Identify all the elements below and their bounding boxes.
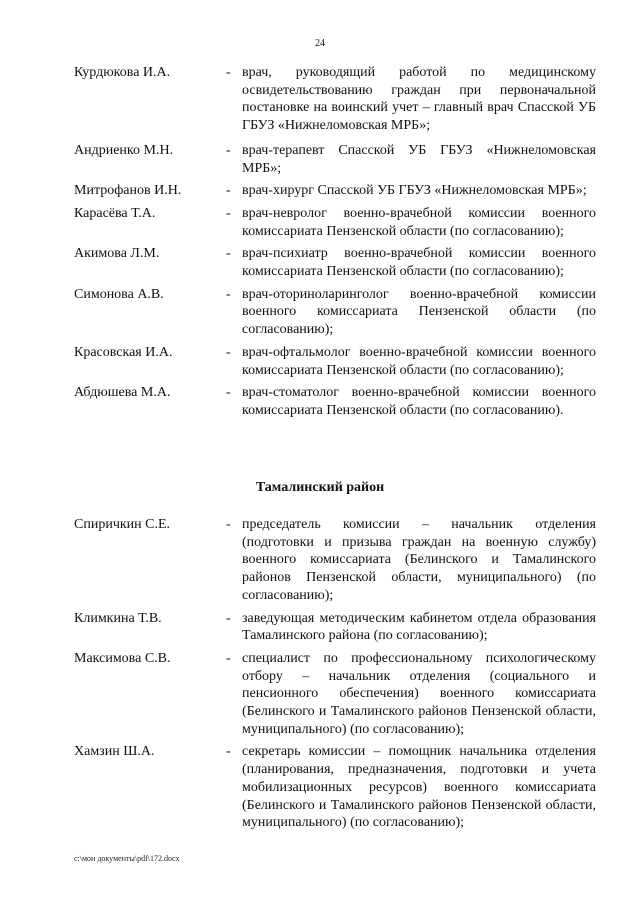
member-name: Абдюшева М.А. xyxy=(74,385,171,401)
dash-separator: - xyxy=(226,385,231,401)
dash-separator: - xyxy=(226,610,231,626)
member-name: Хамзин Ш.А. xyxy=(74,744,155,760)
member-entry xyxy=(74,650,596,739)
member-entry xyxy=(74,142,596,177)
member-entry xyxy=(74,64,596,135)
member-role: врач, руководящий работой по медицинскому освидетельствованию граждан при первоначальной постановке на воинский учет – главный врач Спасской УБ ГБУЗ «Нижнеломовская МРБ»; xyxy=(242,65,596,134)
section-title: Тамалинский район xyxy=(255,480,385,495)
member-role: врач-стоматолог военно-врачебной комиссии военного комиссариата Пензенской области (по согласованию). xyxy=(242,385,596,418)
member-name: Митрофанов И.Н. xyxy=(74,183,182,199)
dash-separator: - xyxy=(226,744,231,760)
member-entry xyxy=(74,245,596,280)
member-name: Климкина Т.В. xyxy=(74,610,162,626)
dash-separator: - xyxy=(226,65,231,80)
dash-separator: - xyxy=(226,517,231,532)
member-name: Курдюкова И.А. xyxy=(74,65,171,80)
member-role: заведующая методическим кабинетом отдела образования Тамалинского района (по согласованию); xyxy=(242,610,596,644)
member-role: врач-оториноларинголог военно-врачебной комиссии военного комиссариата Пензенской области (по согласованию); xyxy=(242,286,596,338)
dash-separator: - xyxy=(226,344,231,360)
member-name: Андриенко М.Н. xyxy=(74,142,174,158)
member-name: Красовская И.А. xyxy=(74,344,173,360)
dash-separator: - xyxy=(226,183,231,199)
member-role: врач-невролог военно-врачебной комиссии военного комиссариата Пензенской области (по согласованию); xyxy=(242,205,596,239)
member-name: Карасёва Т.А. xyxy=(74,205,156,221)
member-role: врач-психиатр военно-врачебной комиссии военного комиссариата Пензенской области (по согласованию); xyxy=(242,246,596,280)
page-number: 24 xyxy=(315,38,325,49)
member-name: Максимова С.В. xyxy=(74,650,171,666)
member-role: врач-терапевт Спасской УБ ГБУЗ «Нижнеломовская МРБ»; xyxy=(242,142,596,176)
member-role: секретарь комиссии – помощник начальника отделения (планирования, предназначения, подготовки и учета мобилизационных ресурсов) военного комиссариата (Белинского и Тамалинского районов Пензенской области, муниципального) (по согласованию); xyxy=(242,744,596,831)
dash-separator: - xyxy=(226,246,231,262)
commission-list-top xyxy=(74,64,596,420)
dash-separator: - xyxy=(226,205,231,221)
member-entry xyxy=(74,384,596,419)
member-name: Спиричкин С.Е. xyxy=(74,517,171,532)
member-role: врач-хирург Спасской УБ ГБУЗ «Нижнеломовская МРБ»; xyxy=(242,183,587,199)
member-name: Симонова А.В. xyxy=(74,286,164,302)
member-entry xyxy=(74,743,596,832)
member-role: специалист по профессиональному психологическому отбору – начальник отделения (социального и пенсионного обеспечения) военного комиссариата (Белинского и Тамалинского районов Пензенской области, муниципального) (по согласованию); xyxy=(242,650,596,737)
dash-separator: - xyxy=(226,142,231,158)
dash-separator: - xyxy=(226,650,231,666)
member-entry xyxy=(74,610,596,645)
commission-list-bottom xyxy=(74,516,596,832)
dash-separator: - xyxy=(226,286,231,302)
member-entry xyxy=(74,182,596,200)
file-path-footer: c:\мои документы\pdf\172.docx xyxy=(74,854,180,863)
member-entry xyxy=(74,516,596,605)
member-role: председатель комиссии – начальник отделения (подготовки и призыва граждан на военную службу) военного комиссариата (Белинского и Тамалинского районов Пензенской области, муниципального) (по согласованию); xyxy=(242,517,596,603)
member-name: Акимова Л.М. xyxy=(74,246,160,262)
member-role: врач-офтальмолог военно-врачебной комиссии военного комиссариата Пензенской области (по согласованию); xyxy=(242,344,596,378)
member-entry xyxy=(74,344,596,379)
member-entry xyxy=(74,286,596,339)
member-entry xyxy=(74,205,596,240)
